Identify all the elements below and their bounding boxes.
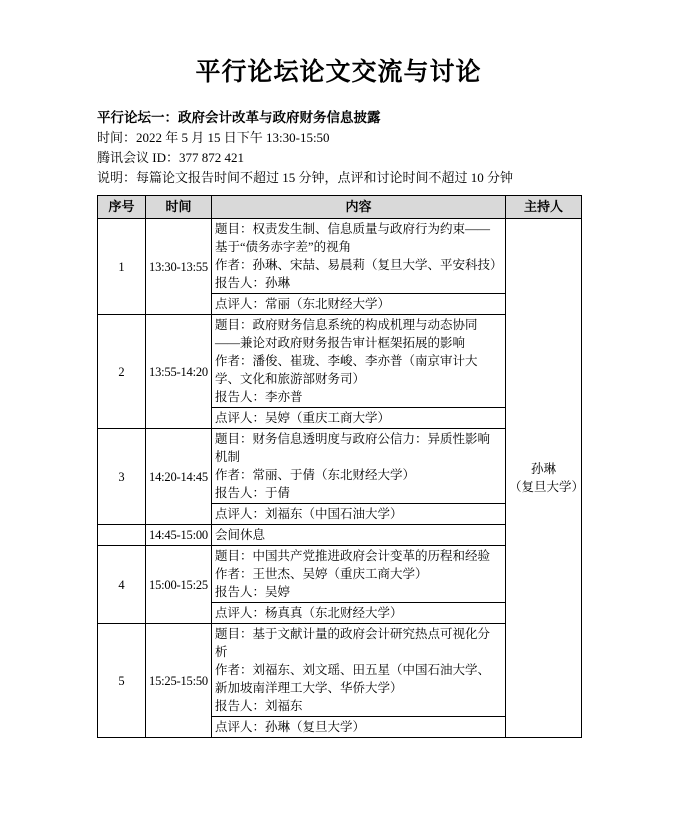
meeting-id-line: 腾讯会议 ID：377 872 421: [97, 150, 244, 165]
paper-presenter: 报告人：刘福东: [215, 699, 303, 713]
column-header-moderator: 主持人: [506, 196, 582, 219]
paper-title: 题目：中国共产党推进政府会计变革的历程和经验: [215, 549, 491, 563]
paper-title: 题目：财务信息透明度与政府公信力：异质性影响机制: [215, 432, 491, 464]
schedule-table: [97, 195, 585, 738]
session-3-content: [212, 429, 506, 504]
forum-subtitle: 平行论坛一：政府会计改革与政府财务信息披露: [97, 110, 381, 125]
note-line: 说明：每篇论文报告时间不超过 15 分钟，点评和讨论时间不超过 10 分钟: [97, 170, 514, 185]
paper-authors: 作者：潘俊、崔珑、李峻、李亦普（南京审计大学、文化和旅游部财务司）: [215, 354, 478, 386]
session-1-discussant: 点评人：常丽（东北财经大学）: [212, 294, 506, 315]
session-5-content: [212, 624, 506, 717]
session-time-line: 时间：2022 年 5 月 15 日下午 13:30-15:50: [97, 130, 330, 145]
column-header-time: 时间: [146, 196, 212, 219]
session-2-number: 2: [98, 315, 146, 429]
intro-block: [97, 108, 581, 188]
paper-authors: 作者：刘福东、刘文瑶、田五星（中国石油大学、新加坡南洋理工大学、华侨大学）: [215, 663, 491, 695]
session-4-number: 4: [98, 546, 146, 624]
session-2-discussant: 点评人：吴婷（重庆工商大学）: [212, 408, 506, 429]
session-2-content: [212, 315, 506, 408]
session-2-time: 13:55-14:20: [146, 315, 212, 429]
moderator-affiliation: （复旦大学）: [509, 480, 585, 494]
session-5-time: 15:25-15:50: [146, 624, 212, 738]
paper-authors: 作者：王世杰、吴婷（重庆工商大学）: [215, 567, 428, 581]
paper-presenter: 报告人：李亦普: [215, 390, 303, 404]
session-1-content: [212, 219, 506, 294]
session-1-number: 1: [98, 219, 146, 315]
break-number: [98, 525, 146, 546]
session-4-time: 15:00-15:25: [146, 546, 212, 624]
session-1-time: 13:30-13:55: [146, 219, 212, 315]
table-row: [98, 219, 582, 294]
paper-authors: 作者：孙琳、宋喆、易晨莉（复旦大学、平安科技）: [215, 258, 503, 272]
session-4-content: [212, 546, 506, 603]
paper-title: 题目：政府财务信息系统的构成机理与动态协同——兼论对政府财务报告审计框架拓展的影响: [215, 318, 478, 350]
session-3-number: 3: [98, 429, 146, 525]
paper-presenter: 报告人：于倩: [215, 486, 291, 500]
break-label: 会间休息: [212, 525, 506, 546]
paper-title: 题目：权责发生制、信息质量与政府行为约束——基于“债务赤字差”的视角: [215, 222, 491, 254]
column-header-no: 序号: [98, 196, 146, 219]
paper-presenter: 报告人：吴婷: [215, 585, 291, 599]
session-3-discussant: 点评人：刘福东（中国石油大学）: [212, 504, 506, 525]
session-5-discussant: 点评人：孙琳（复旦大学）: [212, 717, 506, 738]
page-title: 平行论坛论文交流与讨论: [195, 59, 482, 86]
break-time: 14:45-15:00: [146, 525, 212, 546]
session-3-time: 14:20-14:45: [146, 429, 212, 525]
paper-authors: 作者：常丽、于倩（东北财经大学）: [215, 468, 416, 482]
moderator-name: 孙琳: [530, 462, 556, 476]
table-header-row: [98, 196, 582, 219]
paper-title: 题目：基于文献计量的政府会计研究热点可视化分析: [215, 627, 491, 659]
paper-presenter: 报告人：孙琳: [215, 276, 291, 290]
session-4-discussant: 点评人：杨真真（东北财经大学）: [212, 603, 506, 624]
session-5-number: 5: [98, 624, 146, 738]
column-header-content: 内容: [212, 196, 506, 219]
moderator-cell: [506, 219, 585, 738]
